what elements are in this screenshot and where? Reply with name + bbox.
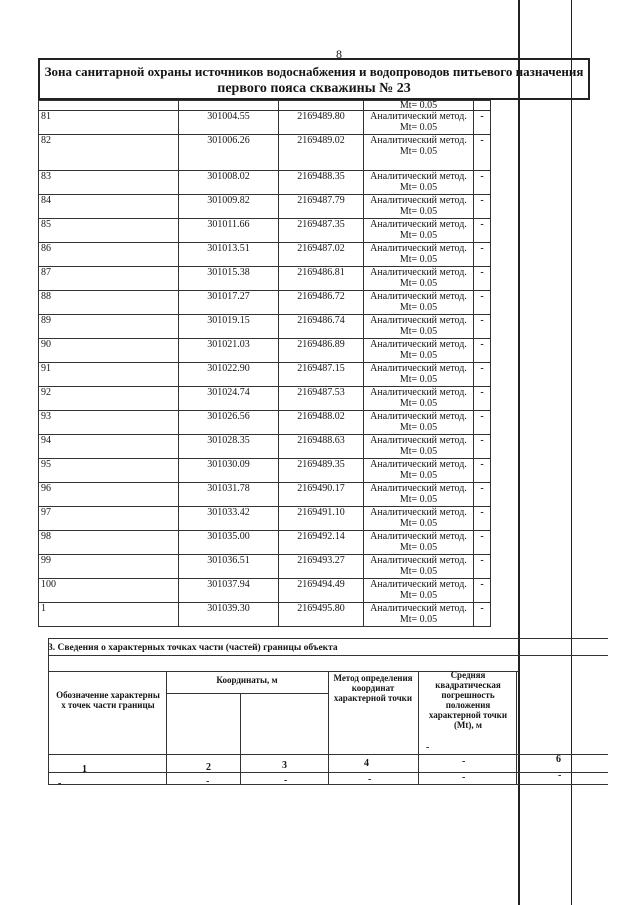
- description: -: [474, 219, 491, 243]
- table-row: [39, 315, 491, 339]
- coord-y: 2169487.79: [279, 195, 364, 219]
- coord-y: 2169487.35: [279, 219, 364, 243]
- coord-x: 301031.78: [179, 483, 279, 507]
- table-cell: [279, 101, 364, 111]
- table-row: [39, 555, 491, 579]
- coord-x: 301026.56: [179, 411, 279, 435]
- method-text: Аналитический метод.: [370, 387, 467, 398]
- method-text: Аналитический метод.: [370, 171, 467, 182]
- column-number-2: 2: [206, 762, 211, 773]
- empty-cell-5: -: [462, 772, 466, 783]
- coord-x: 301036.51: [179, 555, 279, 579]
- sec3-vline-5: [516, 671, 517, 785]
- table-row: [39, 195, 491, 219]
- method: [364, 555, 474, 579]
- header-accuracy: Средняя квадратическая погрешность положения характерной точки (Мt), м: [428, 670, 508, 730]
- coord-y: 2169486.89: [279, 339, 364, 363]
- accuracy-text: Мt= 0.05: [399, 122, 438, 133]
- sec3-vline-3: [328, 671, 329, 785]
- description: -: [474, 531, 491, 555]
- coord-x: 301008.02: [179, 171, 279, 195]
- accuracy-text: Мt= 0.05: [399, 590, 438, 601]
- point-number: 82: [39, 135, 179, 171]
- table-row: [39, 387, 491, 411]
- point-number: 81: [39, 111, 179, 135]
- column-number-1: 1: [82, 764, 87, 775]
- column-number-6: 6: [556, 754, 561, 765]
- coord-x: 301021.03: [179, 339, 279, 363]
- table-row: [39, 459, 491, 483]
- section-3-title: 3. Сведения о характерных точках части (частей) границы объекта: [48, 643, 338, 653]
- method-text: Аналитический метод.: [370, 195, 467, 206]
- coord-y: 2169494.49: [279, 579, 364, 603]
- method-text: Аналитический метод.: [370, 483, 467, 494]
- point-number: 90: [39, 339, 179, 363]
- method: [364, 111, 474, 135]
- accuracy-text: Мt= 0.05: [399, 206, 438, 217]
- method: [364, 267, 474, 291]
- method: [364, 507, 474, 531]
- coord-x: 301015.38: [179, 267, 279, 291]
- table-row: [39, 483, 491, 507]
- header-coordinates: Координаты, м: [216, 675, 278, 685]
- point-number: 92: [39, 387, 179, 411]
- title-line-1: Зона санитарной охраны источников водоснабжения и водопроводов питьевого назначения: [44, 64, 584, 79]
- point-number: 1: [39, 603, 179, 627]
- description: -: [474, 171, 491, 195]
- description: -: [474, 243, 491, 267]
- coord-y: 2169487.53: [279, 387, 364, 411]
- accuracy-text: Мt= 0.05: [399, 422, 438, 433]
- accuracy-text: Мt= 0.05: [399, 374, 438, 385]
- column-number-3: 3: [282, 760, 287, 771]
- page-number: 8: [336, 47, 342, 61]
- table-row: [39, 243, 491, 267]
- sec3-vline-0: [48, 638, 49, 785]
- point-number: 93: [39, 411, 179, 435]
- table-cell: [179, 101, 279, 111]
- description: -: [474, 435, 491, 459]
- coord-x: 301039.30: [179, 603, 279, 627]
- sec3-coord-split: [166, 693, 328, 694]
- accuracy-text: Мt= 0.05: [399, 350, 438, 361]
- accuracy-text: Мt= 0.05: [399, 398, 438, 409]
- description: -: [474, 135, 491, 171]
- method: [364, 315, 474, 339]
- method: [364, 219, 474, 243]
- method: [364, 579, 474, 603]
- table-row: [39, 603, 491, 627]
- coord-x: 301030.09: [179, 459, 279, 483]
- point-number: 98: [39, 531, 179, 555]
- method-text: Аналитический метод.: [370, 135, 467, 146]
- coord-x: 301022.90: [179, 363, 279, 387]
- point-number: 86: [39, 243, 179, 267]
- table-row: [39, 267, 491, 291]
- coord-y: 2169489.02: [279, 135, 364, 171]
- header-method: Метод определения координат характерной точки: [333, 673, 413, 703]
- coord-y: 2169493.27: [279, 555, 364, 579]
- accuracy-text: Мt= 0.05: [399, 182, 438, 193]
- coord-y: 2169487.15: [279, 363, 364, 387]
- coordinates-table: [38, 100, 491, 627]
- table-cell: [39, 101, 179, 111]
- method-text: Аналитический метод.: [370, 111, 467, 122]
- description: -: [474, 459, 491, 483]
- point-number: 96: [39, 483, 179, 507]
- method-text: Аналитический метод.: [370, 411, 467, 422]
- coord-x: 301033.42: [179, 507, 279, 531]
- continuation-accuracy: Мt= 0.05: [364, 101, 474, 111]
- description: -: [474, 315, 491, 339]
- description: -: [474, 363, 491, 387]
- description: -: [474, 579, 491, 603]
- table-row: [39, 219, 491, 243]
- method: [364, 603, 474, 627]
- method-text: Аналитический метод.: [370, 435, 467, 446]
- coord-x: 301009.82: [179, 195, 279, 219]
- method: [364, 291, 474, 315]
- section-3: [38, 638, 610, 818]
- description: -: [474, 111, 491, 135]
- description: -: [474, 555, 491, 579]
- table-row: [39, 435, 491, 459]
- point-number: 94: [39, 435, 179, 459]
- method-text: Аналитический метод.: [370, 315, 467, 326]
- title-line-2: первого пояса скважины № 23: [217, 81, 411, 96]
- empty-cell-2: -: [206, 776, 210, 787]
- sec3-vline-1: [166, 671, 167, 785]
- coord-y: 2169491.10: [279, 507, 364, 531]
- method: [364, 171, 474, 195]
- description: -: [474, 267, 491, 291]
- point-number: 91: [39, 363, 179, 387]
- method: [364, 531, 474, 555]
- method-text: Аналитический метод.: [370, 339, 467, 350]
- method: [364, 435, 474, 459]
- method-text: Аналитический метод.: [370, 219, 467, 230]
- description: -: [474, 339, 491, 363]
- description: -: [474, 483, 491, 507]
- method: [364, 135, 474, 171]
- table-row: [39, 171, 491, 195]
- description: -: [474, 291, 491, 315]
- table-row: [39, 579, 491, 603]
- method-text: Аналитический метод.: [370, 243, 467, 254]
- accuracy-text: Мt= 0.05: [399, 614, 438, 625]
- method-text: Аналитический метод.: [370, 531, 467, 542]
- point-number: 88: [39, 291, 179, 315]
- coord-x: 301037.94: [179, 579, 279, 603]
- method: [364, 387, 474, 411]
- coord-y: 2169490.17: [279, 483, 364, 507]
- empty-cell-3: -: [284, 775, 288, 786]
- accuracy-text: Мt= 0.05: [399, 230, 438, 241]
- method-text: Аналитический метод.: [370, 507, 467, 518]
- method: [364, 195, 474, 219]
- coord-x: 301035.00: [179, 531, 279, 555]
- accuracy-text: Мt= 0.05: [399, 566, 438, 577]
- coord-y: 2169489.35: [279, 459, 364, 483]
- method-text: Аналитический метод.: [370, 603, 467, 614]
- accuracy-text: Мt= 0.05: [399, 302, 438, 313]
- coord-y: 2169486.72: [279, 291, 364, 315]
- method: [364, 243, 474, 267]
- point-number: 85: [39, 219, 179, 243]
- table-row: [39, 507, 491, 531]
- table-row: [39, 339, 491, 363]
- coord-x: 301004.55: [179, 111, 279, 135]
- method: [364, 483, 474, 507]
- coord-x: 301017.27: [179, 291, 279, 315]
- point-number: 99: [39, 555, 179, 579]
- accuracy-text: Мt= 0.05: [399, 254, 438, 265]
- column-number-4: 4: [364, 758, 369, 769]
- coord-y: 2169487.02: [279, 243, 364, 267]
- method-text: Аналитический метод.: [370, 579, 467, 590]
- description: -: [474, 387, 491, 411]
- accuracy-text: Мt= 0.05: [399, 518, 438, 529]
- coord-y: 2169488.63: [279, 435, 364, 459]
- point-number: 95: [39, 459, 179, 483]
- stray-dash: -: [426, 742, 430, 753]
- point-number: 83: [39, 171, 179, 195]
- accuracy-text: Мt= 0.05: [399, 146, 438, 157]
- empty-cell-4: -: [368, 774, 372, 785]
- header-designation: Обозначение характерны х точек части границы: [56, 690, 160, 710]
- method: [364, 459, 474, 483]
- coord-x: 301024.74: [179, 387, 279, 411]
- point-number: 100: [39, 579, 179, 603]
- coord-y: 2169489.80: [279, 111, 364, 135]
- coord-y: 2169486.81: [279, 267, 364, 291]
- coord-x: 301006.26: [179, 135, 279, 171]
- method-text: Аналитический метод.: [370, 459, 467, 470]
- coord-y: 2169488.35: [279, 171, 364, 195]
- description: -: [474, 411, 491, 435]
- sec3-top-line: [48, 638, 608, 639]
- empty-cell-6: -: [558, 770, 562, 781]
- coord-x: 301019.15: [179, 315, 279, 339]
- point-number: 87: [39, 267, 179, 291]
- coord-y: 2169492.14: [279, 531, 364, 555]
- method: [364, 363, 474, 387]
- title-box: [38, 58, 590, 100]
- accuracy-text: Мt= 0.05: [399, 446, 438, 457]
- table-cell: [474, 101, 491, 111]
- accuracy-text: Мt= 0.05: [399, 542, 438, 553]
- accuracy-text: Мt= 0.05: [399, 326, 438, 337]
- description: -: [474, 603, 491, 627]
- method-text: Аналитический метод.: [370, 291, 467, 302]
- description: -: [474, 195, 491, 219]
- method-text: Аналитический метод.: [370, 267, 467, 278]
- empty-cell-1: -: [58, 778, 62, 789]
- column-number-5: -: [462, 756, 466, 767]
- table-row: [39, 291, 491, 315]
- description: -: [474, 507, 491, 531]
- point-number: 89: [39, 315, 179, 339]
- method-text: Аналитический метод.: [370, 363, 467, 374]
- point-number: 84: [39, 195, 179, 219]
- sec3-vline-2: [240, 693, 241, 785]
- method-text: Аналитический метод.: [370, 555, 467, 566]
- point-number: 97: [39, 507, 179, 531]
- coord-y: 2169495.80: [279, 603, 364, 627]
- coord-y: 2169486.74: [279, 315, 364, 339]
- method: [364, 339, 474, 363]
- accuracy-text: Мt= 0.05: [399, 470, 438, 481]
- sec3-title-line: [48, 655, 608, 656]
- coord-x: 301028.35: [179, 435, 279, 459]
- table-row: [39, 363, 491, 387]
- method: [364, 411, 474, 435]
- coordinates-table-body: [39, 101, 491, 627]
- table-row: [39, 135, 491, 171]
- accuracy-text: Мt= 0.05: [399, 494, 438, 505]
- accuracy-text: Мt= 0.05: [399, 278, 438, 289]
- table-row-continuation: [39, 101, 491, 111]
- coord-y: 2169488.02: [279, 411, 364, 435]
- table-row: [39, 411, 491, 435]
- coord-x: 301013.51: [179, 243, 279, 267]
- table-row: [39, 111, 491, 135]
- sec3-vline-4: [418, 671, 419, 785]
- table-row: [39, 531, 491, 555]
- coord-x: 301011.66: [179, 219, 279, 243]
